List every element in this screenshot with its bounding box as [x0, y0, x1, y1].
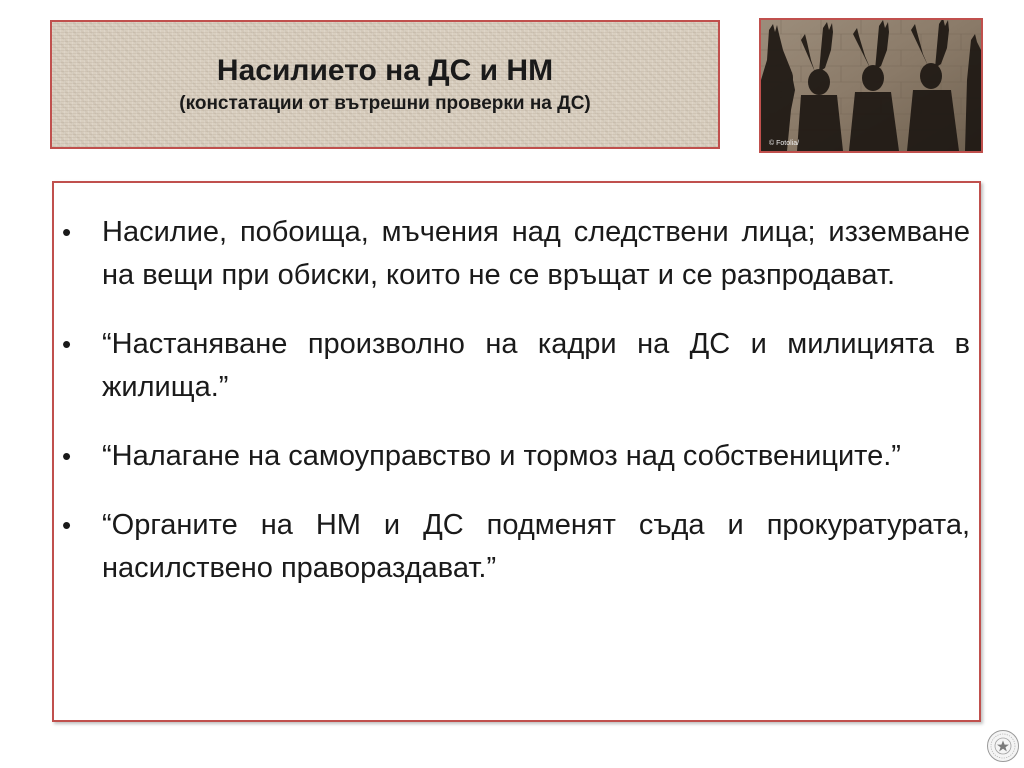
- seal-icon: [986, 729, 1020, 763]
- bullet-text: “Органите на НМ и ДС подменят съда и прокуратурата, насилствено правораздават.”: [102, 509, 970, 584]
- slide-title: Насилието на ДС и НМ: [216, 53, 554, 87]
- shadows-photo-image: [761, 20, 981, 151]
- bullet-marker: •: [62, 217, 72, 247]
- title-box: [50, 20, 720, 149]
- content-box: [52, 181, 981, 722]
- bullet-marker: •: [62, 441, 72, 471]
- list-item: [62, 504, 970, 590]
- slide-subtitle: (констатации от вътрешни проверки на ДС): [179, 92, 591, 114]
- bullet-text: “Налагане на самоуправство и тормоз над собствениците.”: [102, 440, 901, 472]
- bullet-marker: •: [62, 510, 72, 540]
- photo-credit: © Fotolia/: [769, 140, 800, 147]
- list-item: [62, 323, 970, 409]
- bullet-marker: •: [62, 329, 72, 359]
- list-item: [62, 435, 970, 478]
- bullet-text: “Настаняване произволно на кадри на ДС и милицията в жилища.”: [102, 328, 970, 403]
- list-item: [62, 211, 970, 297]
- bullet-text: Насилие, побоища, мъчения над следствени лица; изземване на вещи при обиски, които не се връщат и се разпродават.: [102, 216, 970, 291]
- bullet-list: [62, 211, 970, 616]
- header-photo: [759, 18, 983, 153]
